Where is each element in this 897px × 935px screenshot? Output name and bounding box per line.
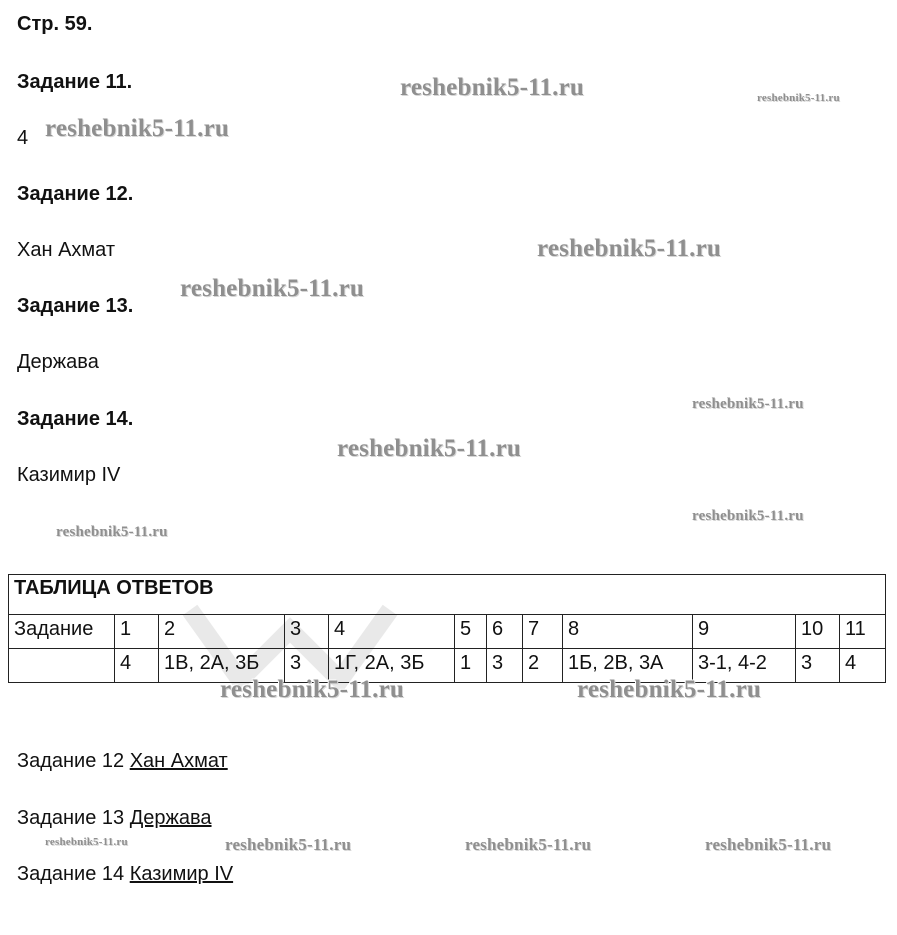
watermark-logo: reshebnik5-11.ru	[692, 508, 804, 524]
task-12-answer: Хан Ахмат	[17, 239, 115, 261]
task-11-heading: Задание 11.	[17, 71, 133, 93]
table-cell: 5	[455, 615, 487, 649]
table-cell: 1	[115, 615, 159, 649]
answers-table	[8, 574, 886, 683]
table-cell: 2	[159, 615, 285, 649]
table-cell	[9, 649, 115, 683]
watermark-logo: reshebnik5-11.ru	[45, 115, 230, 142]
table-cell: 1Б, 2В, 3А	[563, 649, 693, 683]
table-cell: 3	[487, 649, 523, 683]
table-cell: 7	[523, 615, 563, 649]
table-cell: 3	[285, 615, 329, 649]
watermark-logo: reshebnik5-11.ru	[220, 676, 405, 703]
summary-label: Задание 12	[17, 750, 125, 772]
watermark-logo: reshebnik5-11.ru	[692, 396, 804, 412]
table-cell: 6	[487, 615, 523, 649]
table-title: ТАБЛИЦА ОТВЕТОВ	[9, 575, 886, 615]
watermark-logo: reshebnik5-11.ru	[180, 275, 365, 302]
summary-value: Держава	[129, 807, 212, 829]
summary-line	[17, 750, 228, 773]
watermark-logo: reshebnik5-11.ru	[337, 435, 522, 462]
table-cell: 3	[796, 649, 840, 683]
watermark-logo: reshebnik5-11.ru	[45, 836, 128, 848]
table-cell: 11	[840, 615, 886, 649]
summary-value: Казимир IV	[129, 863, 234, 885]
table-cell: 8	[563, 615, 693, 649]
table-title-row	[9, 575, 886, 615]
summary-line	[17, 807, 212, 830]
watermark-logo: reshebnik5-11.ru	[400, 74, 585, 101]
watermark-logo: reshebnik5-11.ru	[577, 676, 762, 703]
table-cell: 1	[455, 649, 487, 683]
summary-value: Хан Ахмат	[129, 750, 228, 772]
table-cell: 1В, 2А, 3Б	[159, 649, 285, 683]
watermark-logo: reshebnik5-11.ru	[225, 835, 352, 854]
table-cell: 9	[693, 615, 796, 649]
page-label: Стр. 59.	[17, 13, 93, 35]
table-cell: 1Г, 2А, 3Б	[329, 649, 455, 683]
task-14-answer: Казимир IV	[17, 464, 121, 486]
table-cell: 3	[285, 649, 329, 683]
watermark-logo: reshebnik5-11.ru	[757, 92, 840, 104]
task-12-heading: Задание 12.	[17, 183, 134, 205]
task-11-answer: 4	[17, 127, 29, 149]
table-cell: 4	[840, 649, 886, 683]
table-cell: 2	[523, 649, 563, 683]
watermark-logo: reshebnik5-11.ru	[705, 835, 832, 854]
task-14-heading: Задание 14.	[17, 408, 134, 430]
table-cell: 4	[329, 615, 455, 649]
watermark-logo: reshebnik5-11.ru	[56, 524, 168, 540]
watermark-logo: reshebnik5-11.ru	[465, 835, 592, 854]
summary-label: Задание 13	[17, 807, 125, 829]
watermark-logo: reshebnik5-11.ru	[537, 235, 722, 262]
task-13-heading: Задание 13.	[17, 295, 134, 317]
table-cell: Задание	[9, 615, 115, 649]
task-13-answer: Держава	[17, 351, 99, 373]
table-cell: 3-1, 4-2	[693, 649, 796, 683]
table-cell: 4	[115, 649, 159, 683]
summary-line	[17, 863, 233, 886]
summary-label: Задание 14	[17, 863, 125, 885]
table-header-row	[9, 615, 886, 649]
table-cell: 10	[796, 615, 840, 649]
